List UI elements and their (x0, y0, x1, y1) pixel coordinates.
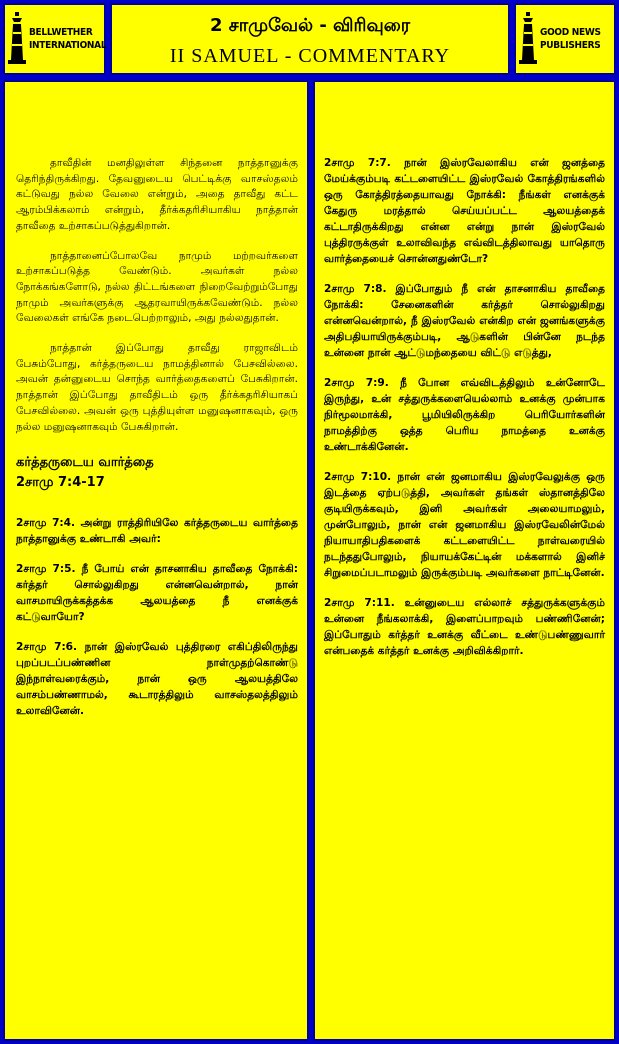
verse: 2சாமு 7:5. நீ போய் என் தாசனாகிய தாவீதை நோக்கி: கர்த்தர் சொல்லுகிறது என்னவென்றால், நான் வாசமாயிருக்கத்தக்க ஆலயத்தை நீ எனக்குக் கட்டுவாயோ? (16, 563, 298, 624)
intro-paragraph: நாத்தானைப்போலவே நாமும் மற்றவர்களை உற்சாகப்படுத்த வேண்டும். அவர்கள் நல்ல நோக்கங்களோடு, நல்ல திட்டங்களை நிறைவேற்றும்போது நாமும் அவர்களுக்கு ஆதரவாயிருக்கவேண்டும். நல்ல வேலைகள் எங்கே நடைபெற்றாலும், அது நல்லதுதான். (16, 249, 298, 325)
section-heading (16, 453, 298, 493)
right-column (313, 80, 616, 1041)
bellwether-logo (3, 3, 106, 75)
verse: 2சாமு 7:8. இப்போதும் நீ என் தாசனாகிய தாவீதை நோக்கி: சேனைகளின் கர்த்தர் சொல்லுகிறது என்னவென்றால், நீ இஸ்ரவேல் என்கிற என் ஜனங்களுக்கு அதிபதியாயிருக்கும்படி, ஆடுகளின் பின்னே நடந்த உன்னை நான் ஆட்டுமந்தையை விட்டு எடுத்து, (324, 283, 605, 359)
verse: 2சாமு 7:9. நீ போன எவ்விடத்திலும் உன்னோடே இருந்து, உன் சத்துருக்களையெல்லாம் உனக்கு முன்பாக நிர்மூலமாக்கி, பூமியிலிருக்கிற பெரியோர்களின் நாமத்திற்கு ஒத்த பெரிய நாமத்தை உனக்கு உண்டாக்கினேன். (324, 377, 605, 453)
right-logo-line2: PUBLISHERS (540, 40, 601, 51)
good-news-logo (514, 3, 616, 75)
intro-paragraph: தாவீதின் மனதிலுள்ள சிந்தனை நாத்தானுக்கு தெரிந்திருக்கிறது. தேவனுடைய பெட்டிக்கு வாசஸ்தலம் கட்டுவது நல்ல வேலை என்றும், அதை தாவீது கட்ட ஆரம்பிக்கலாம் என்றும், தீர்க்கதரிசியாகிய நாத்தான் தாவீதை உற்சாகப்படுத்துகிறான். (16, 157, 298, 232)
title-english: II SAMUEL - COMMENTARY (169, 45, 451, 67)
section-heading-reference: 2சாமு 7:4-17 (16, 475, 105, 491)
left-logo-line1: BELLWETHER (29, 27, 93, 38)
page-title-box (110, 3, 510, 75)
verse: 2சாமு 7:7. நான் இஸ்ரவேலாகிய என் ஜனத்தை மேய்க்கும்படி கட்டளையிட்ட இஸ்ரவேல் கோத்திரங்களில் ஒரு கோத்திரத்தையாவது நோக்கி: நீங்கள் எனக்குக் கேதுரு மரத்தால் செய்யப்பட்ட ஆலயத்தைக் கட்டாதிருக்கிறது என்ன என்று நான் இஸ்ரவேல் புத்திரருக்குள் உலாவிவந்த எவ்விடத்திலாவது யாதொரு வார்த்தையைச் சொன்னதுண்டோ? (324, 157, 605, 265)
title-tamil: 2 சாமுவேல் - விரிவுரை (209, 15, 411, 36)
verse: 2சாமு 7:10. நான் என் ஜனமாகிய இஸ்ரவேலுக்கு ஒரு இடத்தை ஏற்படுத்தி, அவர்கள் தங்கள் ஸ்தானத்திலே குடியிருக்கவும், இனி அவர்கள் அலையாமலும், முன்போலும், நான் என் ஜனமாகிய இஸ்ரவேலின்மேல் நியாயாதிபதிகளைக் கட்டளையிட்ட நாள்வரையில் நடந்ததுபோலும், நியாயக்கேட்டின் மக்களால் இனிச் சிறுமைப்படாமலும் இருக்கும்படி அவர்களை நாட்டினேன். (324, 471, 605, 579)
lighthouse-icon (8, 12, 26, 66)
left-column (3, 80, 309, 1041)
verse: 2சாமு 7:6. நான் இஸ்ரவேல் புத்திரரை எகிப்திலிருந்து புறப்படப்பண்ணின நாள்முதற்கொண்டு இந்நாள்வரைக்கும், நான் ஒரு ஆலயத்திலே வாசம்பண்ணாமல், கூடாரத்திலும் வாசஸ்தலத்திலும் உலாவினேன். (16, 641, 298, 718)
intro-paragraph: நாத்தான் இப்போது தாவீது ராஜாவிடம் பேசும்போது, கர்த்தருடைய நாமத்தினால் பேசவில்லை. அவன் தன்னுடைய சொந்த வார்த்தைகளைப் பேசுகிறான். நாத்தான் இப்போது தாவீதிடம் ஒரு தீர்க்கதரிசியாகப் பேசவில்லை. அவன் ஒரு புத்தியுள்ள மனுஷனாகவும், ஒரு நல்ல மனுஷனாகவும் பேசுகிறான். (16, 342, 298, 433)
right-logo-line1: GOOD NEWS (540, 27, 601, 38)
section-heading-title: கர்த்தருடைய வார்த்தை (16, 455, 154, 471)
verse: 2சாமு 7:4. அன்று ராத்திரியிலே கர்த்தருடைய வார்த்தை நாத்தானுக்கு உண்டாகி அவர்: (16, 517, 298, 546)
verse: 2சாமு 7:11. உன்னுடைய எல்லாச் சத்துருக்களுக்கும் உன்னை நீங்கலாக்கி, இளைப்பாறவும் பண்ணினேன்; இப்போதும் கர்த்தர் உனக்கு வீட்டை உண்டுபண்ணுவார் என்பதைக் கர்த்தர் உனக்கு அறிவிக்கிறார். (324, 597, 605, 657)
lighthouse-icon (519, 12, 537, 66)
left-logo-line2: INTERNATIONAL (29, 40, 107, 51)
